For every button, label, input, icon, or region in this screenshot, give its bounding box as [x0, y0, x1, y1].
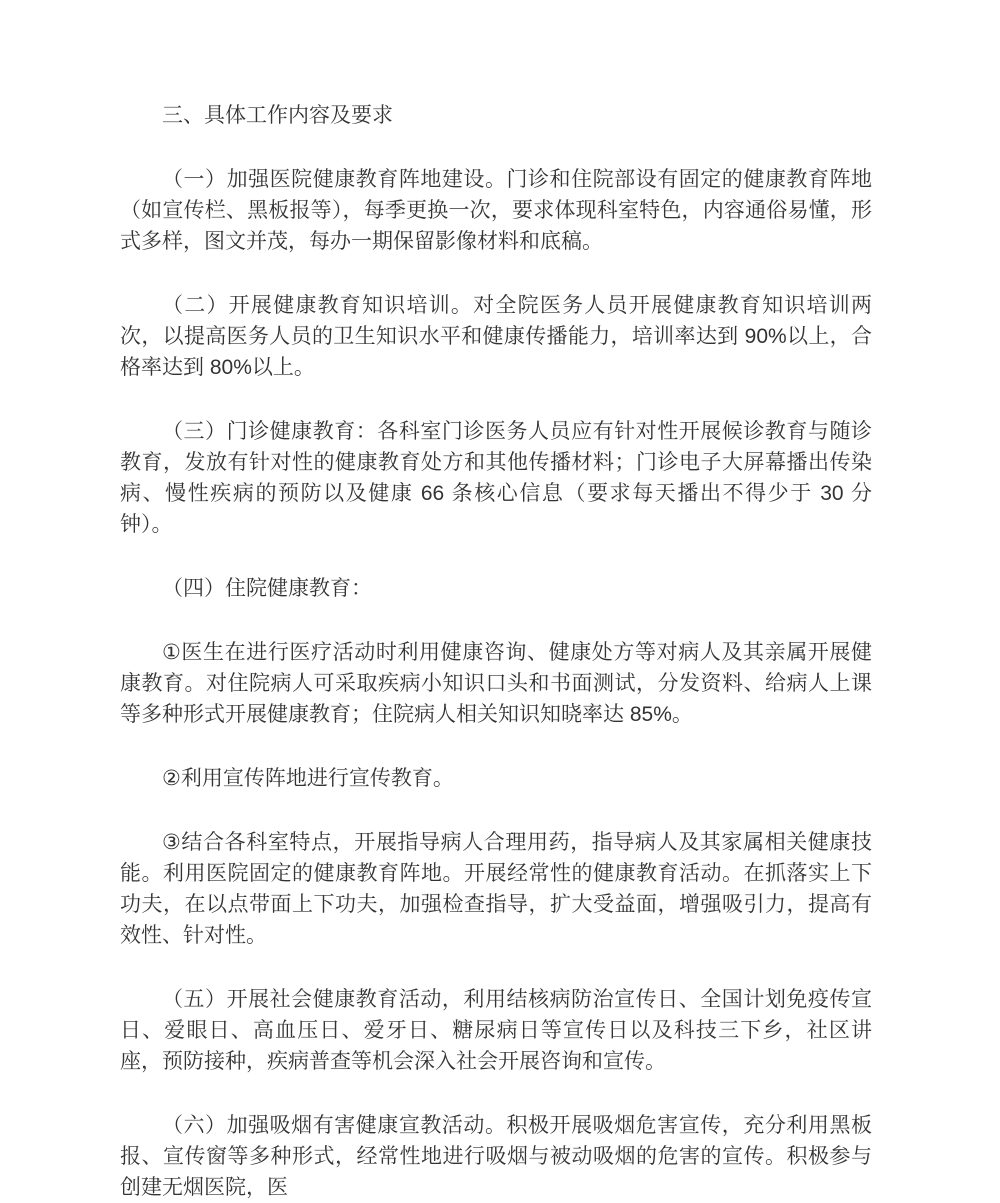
paragraph-item-2-publicity-positions: ②利用宣传阵地进行宣传教育。 [162, 767, 454, 790]
paragraph-strengthen-education-positions: （一）加强医院健康教育阵地建设。门诊和住院部设有固定的健康教育阵地（如宣传栏、黑板报等），每季更换一次，要求体现科室特色，内容通俗易懂，形式多样，图文并茂，每办一期保留影像材料和底稿。 [120, 168, 872, 253]
paragraph-smoking-harm-education: （六）加强吸烟有害健康宣教活动。积极开展吸烟危害宣传，充分利用黑板报、宣传窗等多种形式，经常性地进行吸烟与被动吸烟的危害的宣传。积极参与创建无烟医院，医 [120, 1114, 872, 1199]
paragraph-knowledge-training: （二）开展健康教育知识培训。对全院医务人员开展健康教育知识培训两次，以提高医务人员的卫生知识水平和健康传播能力，培训率达到 90%以上，合格率达到 80%以上。 [120, 294, 872, 379]
paragraph-outpatient-education: （三）门诊健康教育：各科室门诊医务人员应有针对性开展候诊教育与随诊教育，发放有针对性的健康教育处方和其他传播材料；门诊电子大屏幕播出传染病、慢性疾病的预防以及健康 66 条核心信息（要求每天播出不得少于 30 分钟）。 [120, 420, 872, 536]
paragraph-social-education-activities: （五）开展社会健康教育活动，利用结核病防治宣传日、全国计划免疫传宣日、爱眼日、高血压日、爱牙日、糖尿病日等宣传日以及科技三下乡，社区讲座，预防接种，疾病普查等机会深入社会开展咨询和宣传。 [120, 988, 872, 1073]
paragraph-inpatient-education-heading: （四）住院健康教育： [162, 577, 372, 600]
section-heading: 三、具体工作内容及要求 [162, 104, 393, 127]
paragraph-item-1-doctor-activities: ①医生在进行医疗活动时利用健康咨询、健康处方等对病人及其亲属开展健康教育。对住院病人可采取疾病小知识口头和书面测试，分发资料、给病人上课等多种形式开展健康教育；住院病人相关知识知晓率达 85%。 [120, 641, 872, 726]
paragraph-item-3-department-features: ③结合各科室特点，开展指导病人合理用药，指导病人及其家属相关健康技能。利用医院固定的健康教育阵地。开展经常性的健康教育活动。在抓落实上下功夫，在以点带面上下功夫，加强检查指导，扩大受益面，增强吸引力，提高有效性、针对性。 [120, 831, 872, 947]
